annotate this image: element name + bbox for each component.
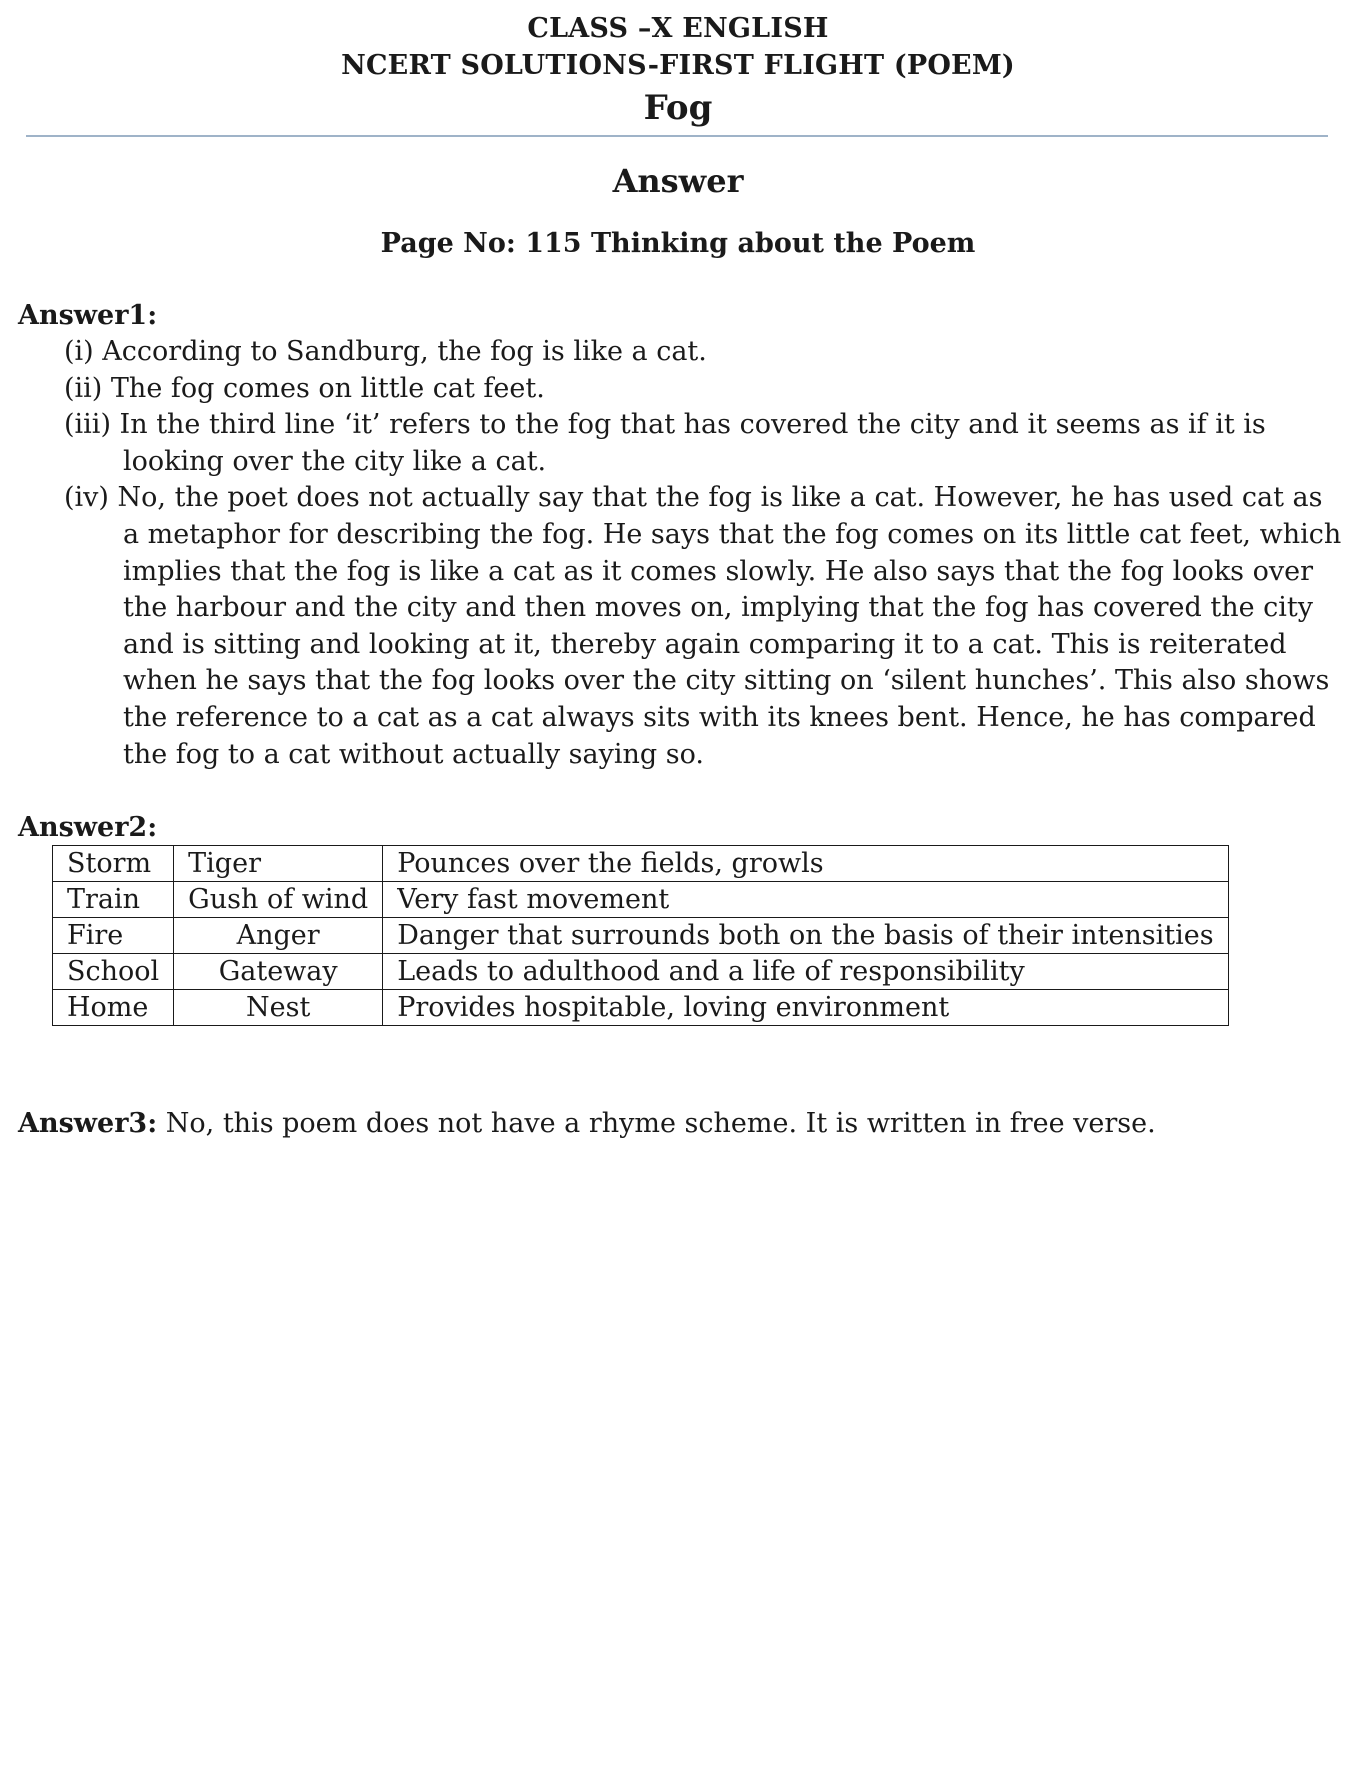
answer-heading: Answer xyxy=(612,162,744,200)
answer1-item: (i) According to Sandburg, the fog is like a cat. xyxy=(64,336,707,367)
table-row xyxy=(53,846,1229,882)
table-row xyxy=(53,882,1229,918)
answer2-label: Answer2: xyxy=(18,812,158,843)
table-cell-comparison: Gush of wind xyxy=(174,882,383,918)
solutions-line: NCERT SOLUTIONS-FIRST FLIGHT (POEM) xyxy=(341,50,1015,81)
table-cell-reason: Leads to adulthood and a life of responsibility xyxy=(383,954,1228,990)
table-cell-subject: Storm xyxy=(53,846,174,882)
table-cell-reason: Very fast movement xyxy=(383,882,1228,918)
table-cell-comparison: Tiger xyxy=(174,846,383,882)
poem-title: Fog xyxy=(643,88,713,128)
page-number-heading: Page No: 115 Thinking about the Poem xyxy=(380,228,976,259)
table-row xyxy=(53,918,1229,954)
comparison-table xyxy=(52,845,1229,1026)
table-cell-subject: School xyxy=(53,954,174,990)
answer1-item: (ii) The fog comes on little cat feet. xyxy=(64,372,545,404)
table-cell-comparison: Gateway xyxy=(174,954,383,990)
table-cell-subject: Home xyxy=(53,990,174,1026)
answer3-paragraph xyxy=(18,1104,1156,1144)
document-header xyxy=(0,10,1356,131)
table-row xyxy=(53,954,1229,990)
answer3-label: Answer3: xyxy=(18,1108,158,1139)
class-line: CLASS –X ENGLISH xyxy=(527,13,829,44)
answer1-item: (iv) No, the poet does not actually say that the fog is like a cat. However, he has used cat as a metaphor for describing the fog. He says that the fog comes on its little cat feet, which implies that the fog is like a cat as it comes slowly. He also says that the fog looks over the harbour and the city and then moves on, implying that the fog has covered the city and is sitting and looking at it, thereby again comparing it to a cat. This is reiterated when he says that the fog looks over the city sitting on ‘silent hunches’. This also shows the reference to a cat as a cat always sits with its knees bent. Hence, he has compared the fog to a cat without actually saying so. xyxy=(64,482,1342,770)
answer1-list xyxy=(64,334,1344,773)
table-cell-reason: Pounces over the fields, growls xyxy=(383,846,1228,882)
table-cell-comparison: Nest xyxy=(174,990,383,1026)
header-divider xyxy=(26,135,1328,137)
table-row xyxy=(53,990,1229,1026)
table-cell-reason: Provides hospitable, loving environment xyxy=(383,990,1228,1026)
answer1-label: Answer1: xyxy=(18,300,158,331)
table-cell-subject: Fire xyxy=(53,918,174,954)
answer1-item: (iii) In the third line ‘it’ refers to the fog that has covered the city and it seems as if it is looking over the city like a cat. xyxy=(64,409,1266,477)
table-cell-subject: Train xyxy=(53,882,174,918)
table-cell-comparison: Anger xyxy=(174,918,383,954)
answer3-text: No, this poem does not have a rhyme scheme. It is written in free verse. xyxy=(157,1108,1156,1139)
table-cell-reason: Danger that surrounds both on the basis of their intensities xyxy=(383,918,1228,954)
